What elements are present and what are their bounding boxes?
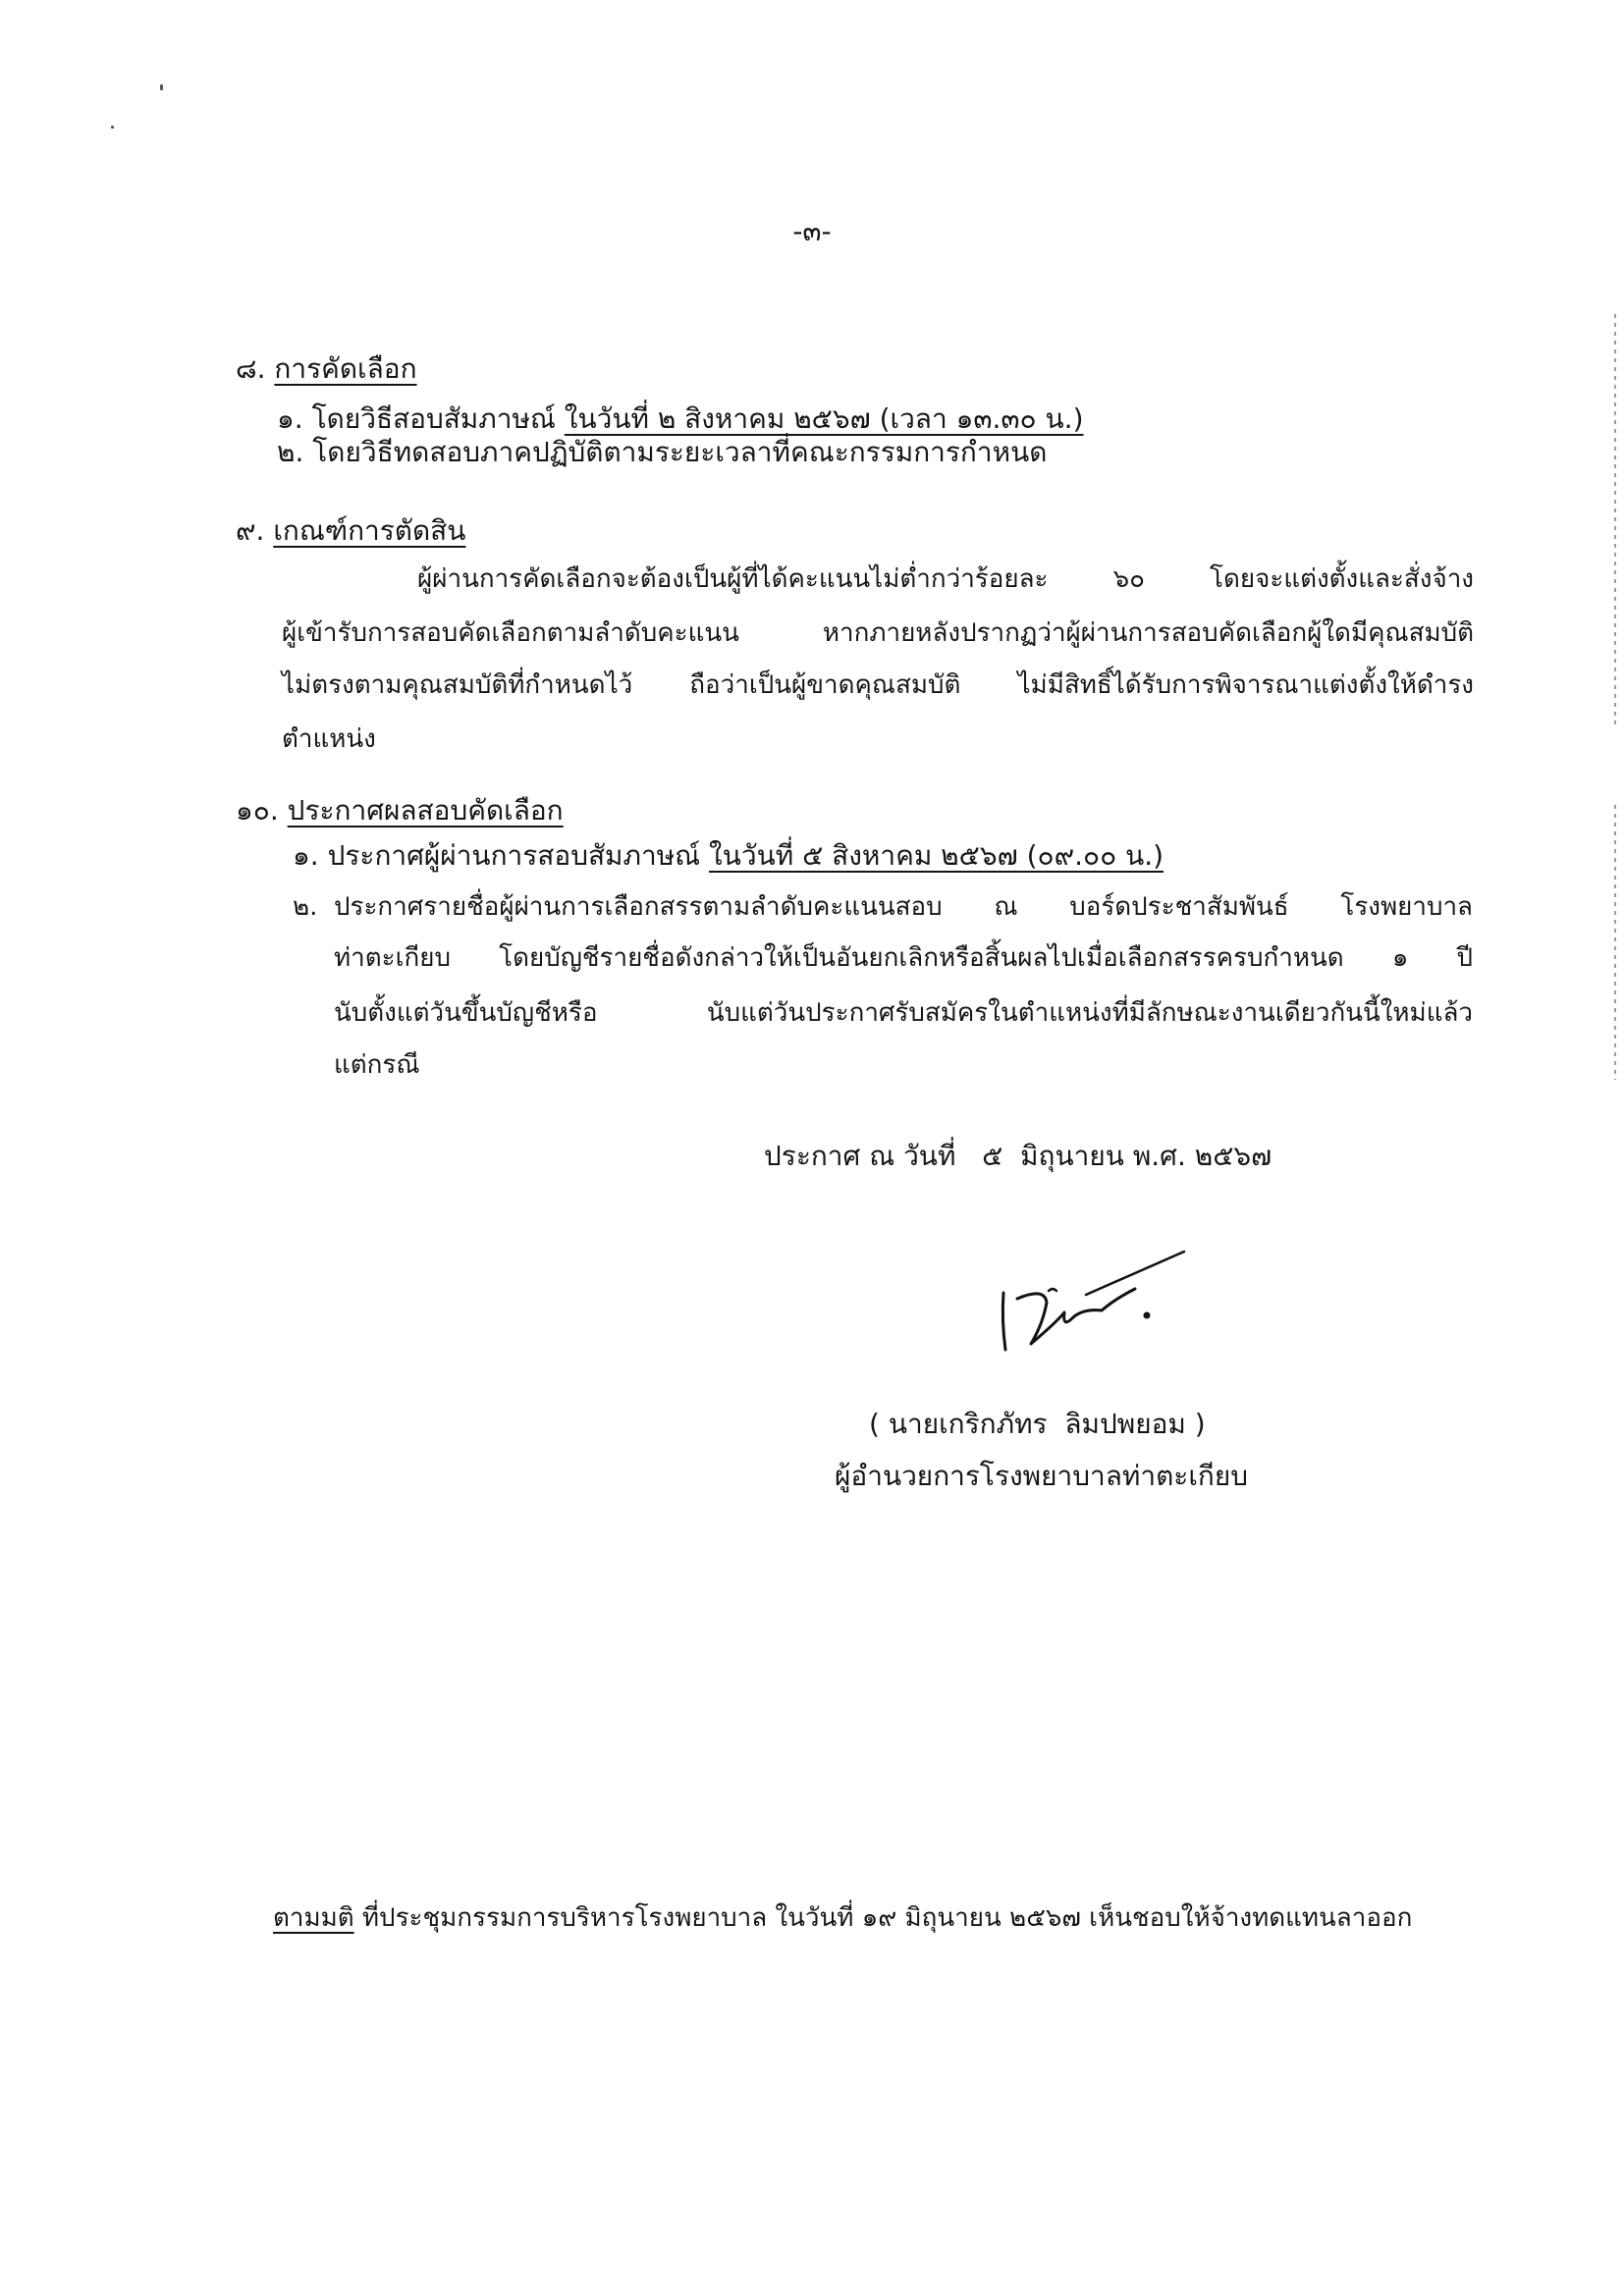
section-9-heading bbox=[236, 514, 466, 547]
item-text: โดยวิธีสอบสัมภาษณ์ bbox=[311, 402, 556, 435]
item-number: ๑. bbox=[277, 402, 303, 435]
section-8-item-1 bbox=[277, 402, 1084, 435]
paragraph-line: ผู้เข้ารับการสอบคัดเลือกตามลำดับคะแนน หากภายหลังปรากฏว่าผู้ผ่านการสอบคัดเลือกผู้ใดมีคุณสมบัติ bbox=[282, 618, 1474, 648]
resolution-note bbox=[273, 1905, 1412, 1931]
item-date-emphasis: ในวันที่ ๕ สิงหาคม ๒๕๖๗ (๐๙.๐๐ น.) bbox=[709, 839, 1164, 872]
paragraph-line: ตำแหน่ง bbox=[282, 724, 376, 754]
section-8-item-2 bbox=[277, 436, 1048, 468]
item-text-line: ท่าตะเกียบ โดยบัญชีรายชื่อดังกล่าวให้เป็นอันยกเลิกหรือสิ้นผลไปเมื่อเลือกสรรครบกำหนด ๑ ปี bbox=[334, 943, 1473, 973]
item-text: โดยวิธีทดสอบภาคปฏิบัติตามระยะเวลาที่คณะกรรมการกำหนด bbox=[312, 436, 1048, 468]
item-text-line: แต่กรณี bbox=[334, 1050, 420, 1080]
section-title: ประกาศผลสอบคัดเลือก bbox=[287, 794, 564, 827]
section-number: ๙. bbox=[236, 514, 265, 547]
item-text: ประกาศผู้ผ่านการสอบสัมภาษณ์ bbox=[327, 839, 701, 872]
resolution-text: ที่ประชุมกรรมการบริหารโรงพยาบาล ในวันที่ ๑๙ มิถุนายน ๒๕๖๗ เห็นชอบให้จ้างทดแทนลาออก bbox=[353, 1903, 1413, 1933]
section-number: ๑๐. bbox=[236, 794, 279, 827]
scan-edge-artifact bbox=[1614, 314, 1616, 726]
section-8-heading bbox=[236, 352, 417, 385]
paragraph-line: ไม่ตรงตามคุณสมบัติที่กำหนดไว้ ถือว่าเป็นผู้ขาดคุณสมบัติ ไม่มีสิทธิ์ได้รับการพิจารณาแต่งตั้งให้ดำรง bbox=[282, 670, 1474, 700]
announcement-date: ประกาศ ณ วันที่ ๕ มิถุนายน พ.ศ. ๒๕๖๗ bbox=[764, 1140, 1272, 1172]
item-text-line: นับตั้งแต่วันขึ้นบัญชีหรือ นับแต่วันประกาศรับสมัครในตำแหน่งที่มีลักษณะงานเดียวกันนี้ใหม่แล้ว bbox=[334, 998, 1473, 1028]
item-date-emphasis: ในวันที่ ๒ สิงหาคม ๒๕๖๗ (เวลา ๑๓.๓๐ น.) bbox=[564, 402, 1084, 435]
section-title: การคัดเลือก bbox=[274, 352, 417, 385]
signature bbox=[992, 1242, 1198, 1360]
section-10-heading bbox=[236, 794, 564, 827]
item-number: ๑. bbox=[293, 839, 319, 872]
section-number: ๘. bbox=[236, 352, 266, 385]
scan-speck bbox=[160, 84, 163, 90]
scan-speck bbox=[111, 126, 114, 129]
item-text-line: ประกาศรายชื่อผู้ผ่านการเลือกสรรตามลำดับคะแนนสอบ ณ บอร์ดประชาสัมพันธ์ โรงพยาบาล bbox=[334, 892, 1473, 922]
page-number: -๓- bbox=[792, 215, 832, 247]
section-title: เกณฑ์การตัดสิน bbox=[273, 514, 466, 547]
signatory-name: ( นายเกริกภัทร ลิมปพยอม ) bbox=[869, 1408, 1206, 1440]
paragraph-line: ผู้ผ่านการคัดเลือกจะต้องเป็นผู้ที่ได้คะแนนไม่ต่ำกว่าร้อยละ ๖๐ โดยจะแต่งตั้งและสั่งจ้าง bbox=[417, 564, 1474, 594]
section-10-item-1 bbox=[293, 839, 1164, 872]
signatory-position: ผู้อำนวยการโรงพยาบาลท่าตะเกียบ bbox=[835, 1460, 1249, 1492]
scan-edge-artifact bbox=[1614, 805, 1616, 1080]
item-number: ๒. bbox=[293, 892, 318, 922]
resolution-label: ตามมติ bbox=[273, 1903, 354, 1933]
item-number: ๒. bbox=[277, 436, 304, 468]
